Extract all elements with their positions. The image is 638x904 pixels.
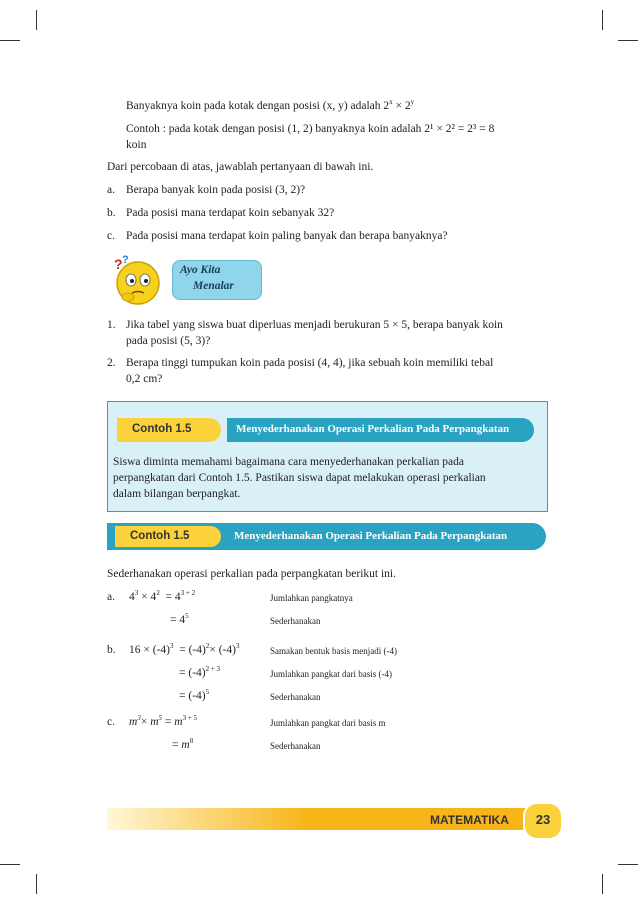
reasoning-text: Berapa tinggi tumpukan koin pada posisi (4, 4), jika sebuah koin memiliki tebal: [126, 357, 494, 369]
intro-line-2: Contoh : pada kotak dengan posisi (1, 2) banyaknya koin adalah 2¹ × 2² = 2³ = 8: [126, 123, 495, 135]
footer-bar-fade: [107, 808, 307, 830]
reasoning-number: 2.: [107, 357, 116, 369]
crop-mark: [618, 864, 638, 865]
intro-line-4: Dari percobaan di atas, jawablah pertanyaan di bawah ini.: [107, 161, 374, 173]
svg-text:?: ?: [114, 256, 123, 272]
crop-mark: [0, 40, 20, 41]
question-letter: c.: [107, 230, 115, 242]
step-note: Sederhanakan: [270, 741, 321, 751]
step-note: Samakan bentuk basis menjadi (-4): [270, 646, 397, 656]
example-tag-label: Contoh 1.5: [132, 423, 192, 435]
step-note: Jumlahkan pangkatnya: [270, 593, 353, 603]
example-letter: a.: [107, 591, 115, 603]
teacher-note-line: perpangkatan dari Contoh 1.5. Pastikan siswa dapat melakukan operasi perkalian: [113, 472, 486, 484]
step-note: Jumlahkan pangkat dari basis m: [270, 718, 386, 728]
reasoning-text: pada posisi (5, 3)?: [126, 335, 211, 347]
crop-mark: [602, 10, 603, 30]
math-expression: = $(-4)^{2 + 3}$: [179, 665, 221, 679]
teacher-note-line: Siswa diminta memahami bagaimana cara menyederhanakan perkalian pada: [113, 456, 464, 468]
badge-line-1: Ayo Kita: [180, 264, 221, 276]
question-text: Pada posisi mana terdapat koin sebanyak 32?: [126, 207, 335, 219]
question-text: Berapa banyak koin pada posisi (3, 2)?: [126, 184, 306, 196]
math-expression: $16 \times (-4)^3 = (-4)^2\times (-4)^3$: [129, 642, 240, 656]
step-note: Jumlahkan pangkat dari basis (-4): [270, 669, 392, 679]
example-title: Menyederhanakan Operasi Perkalian Pada Perpangkatan: [234, 530, 508, 542]
question-letter: b.: [107, 207, 116, 219]
question-letter: a.: [107, 184, 115, 196]
badge-line-2: Menalar: [193, 280, 234, 292]
intro-line-3: koin: [126, 139, 147, 151]
example-tag-label: Contoh 1.5: [130, 530, 190, 542]
example-intro: Sederhanakan operasi perkalian pada perpangkatan berikut ini.: [107, 568, 396, 580]
page-number: 23: [535, 812, 551, 827]
crop-mark: [602, 874, 603, 894]
example-title: Menyederhanakan Operasi Perkalian Pada Perpangkatan: [236, 423, 510, 435]
ayo-kita-menalar-badge: [172, 260, 262, 300]
math-expression: = $(-4)^5$: [179, 688, 210, 702]
footer-subject: MATEMATIKA: [430, 813, 509, 827]
reasoning-text: 0,2 cm?: [126, 373, 163, 385]
thinking-face-icon: [106, 253, 166, 309]
reasoning-number: 1.: [107, 319, 116, 331]
step-note: Sederhanakan: [270, 692, 321, 702]
crop-mark: [36, 874, 37, 894]
crop-mark: [618, 40, 638, 41]
crop-mark: [36, 10, 37, 30]
math-expression: = $4^5$: [170, 612, 189, 626]
math-expression: $m^3\times m^5 = m^{3 + 5}$: [129, 714, 198, 728]
math-expression: $4^3 \times 4^2 = 4^{3 + 2}$: [129, 589, 196, 603]
example-letter: c.: [107, 716, 115, 728]
crop-mark: [0, 864, 20, 865]
step-note: Sederhanakan: [270, 616, 321, 626]
math-expression: = $m^8$: [172, 737, 194, 751]
svg-text:?: ?: [122, 254, 129, 266]
teacher-note-line: dalam bilangan berpangkat.: [113, 488, 241, 500]
question-text: Pada posisi mana terdapat koin paling banyak dan berapa banyaknya?: [126, 230, 448, 242]
example-letter: b.: [107, 644, 116, 656]
intro-line-1: Banyaknya koin pada kotak dengan posisi (x, y) adalah $2^x \times 2^y$: [126, 98, 415, 112]
reasoning-text: Jika tabel yang siswa buat diperluas menjadi berukuran 5 × 5, berapa banyak koin: [126, 319, 503, 331]
